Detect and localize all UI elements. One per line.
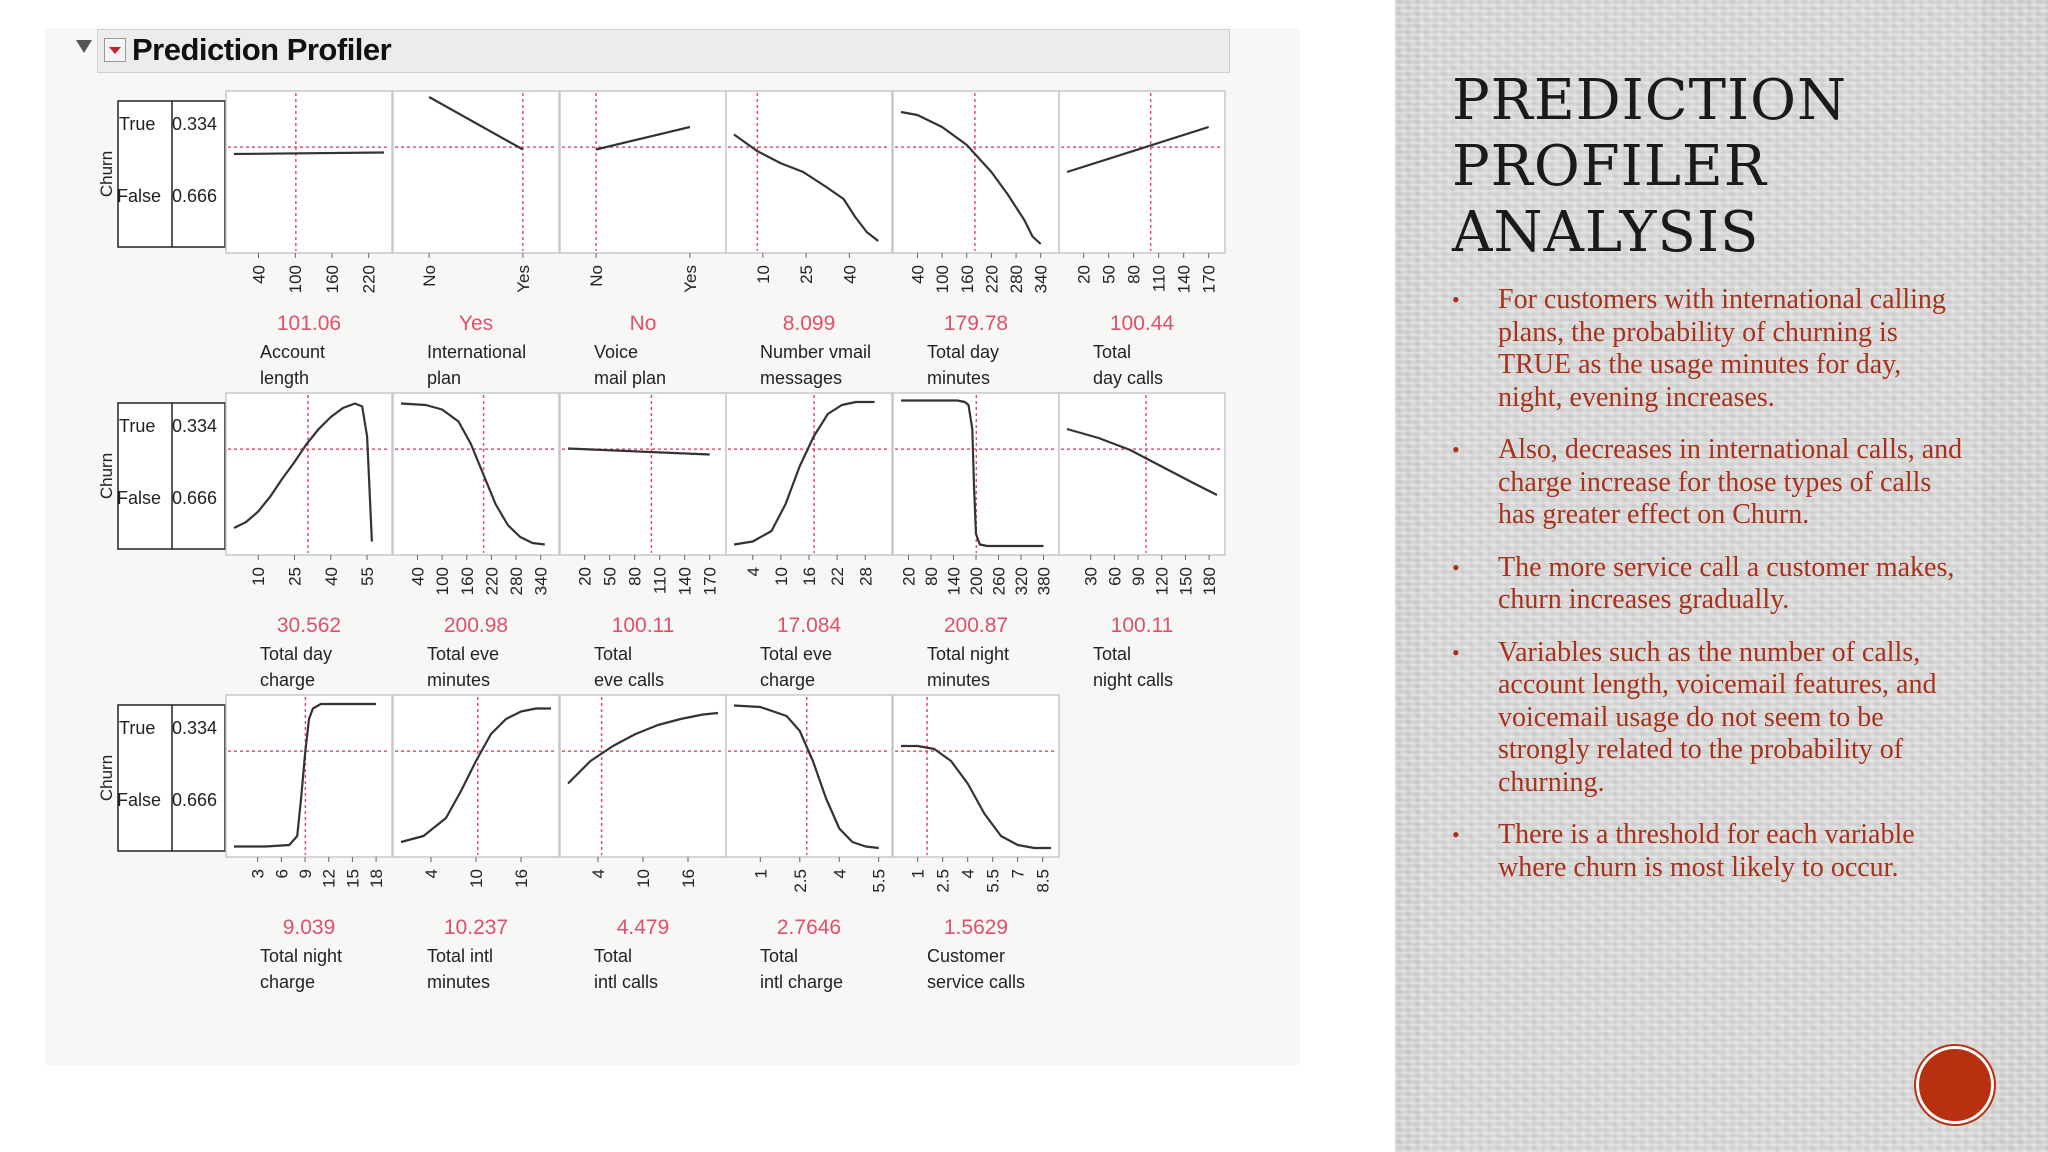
slide-title: PREDICTION PROFILER ANALYSIS [1452, 68, 1847, 265]
profile-plot-frame [560, 695, 726, 857]
level-label-false: False [117, 186, 162, 206]
profile-plot-frame [1059, 91, 1225, 253]
x-tick-label: 380 [1034, 567, 1054, 596]
x-tick-label: 4 [743, 567, 763, 577]
variable-name-line1: Total [594, 644, 633, 664]
current-value-label: Yes [458, 312, 494, 335]
level-label-false: False [117, 790, 162, 810]
x-tick-label: 25 [285, 567, 305, 586]
current-value-label: 100.11 [1110, 614, 1174, 637]
profile-plot-frame [393, 393, 559, 555]
x-tick-label: 80 [1124, 265, 1144, 284]
x-tick-label: No [420, 265, 440, 287]
x-tick-label: 6 [272, 869, 292, 879]
current-value-label: 100.11 [611, 614, 675, 637]
bullet-text: Also, decreases in international calls, and charge increase for those types of calls has greater effect on Churn. [1498, 434, 1963, 530]
bullet-item [1452, 284, 1972, 414]
level-value-false: 0.666 [172, 488, 218, 508]
variable-name-line1: Total eve [427, 644, 500, 664]
current-value-label: 101.06 [276, 312, 342, 335]
x-tick-label: 170 [1199, 265, 1219, 294]
variable-name-line2: day calls [1093, 368, 1164, 388]
variable-name-line1: International [427, 342, 527, 362]
variable-name-line2: charge [760, 670, 816, 690]
x-tick-label: 170 [700, 567, 720, 596]
x-tick-label: Yes [513, 265, 533, 293]
bullet-text: For customers with international calling plans, the probability of churning is TRUE as the usage minutes for day, night, evening increases. [1498, 284, 1946, 413]
x-tick-label: 4 [422, 869, 441, 879]
profile-plot-frame [560, 91, 726, 253]
level-label-true: True [119, 114, 156, 134]
x-tick-label: 10 [634, 869, 653, 888]
level-value-true: 0.334 [172, 114, 218, 134]
x-tick-label: 30 [1081, 567, 1101, 586]
variable-name-line2: plan [427, 368, 462, 388]
variable-name-line2: night calls [1093, 670, 1174, 690]
level-label-false: False [117, 488, 162, 508]
x-tick-label: 5.5 [983, 869, 1003, 893]
variable-name-line1: Total [1093, 644, 1132, 664]
bullet-dot-icon: • [1452, 822, 1460, 847]
x-tick-label: 100 [286, 265, 306, 294]
x-tick-label: 150 [1176, 567, 1196, 596]
x-tick-label: 7 [1008, 869, 1028, 879]
x-tick-label: 200 [967, 567, 986, 596]
profiler-title: Prediction Profiler [132, 32, 392, 67]
level-value-false: 0.666 [172, 790, 218, 810]
x-tick-label: 60 [1105, 567, 1125, 586]
variable-name-line1: Customer [927, 946, 1006, 966]
x-tick-label: 340 [531, 567, 551, 596]
x-tick-label: 160 [322, 265, 342, 294]
current-value-label: 10.237 [443, 916, 509, 939]
x-tick-label: 220 [982, 264, 1002, 294]
x-tick-label: 220 [359, 265, 379, 294]
x-tick-label: 340 [1031, 265, 1051, 294]
x-tick-label: 80 [922, 567, 941, 586]
current-value-label: 200.98 [443, 614, 509, 637]
y-axis-label: Churn [97, 452, 116, 500]
bullet-list [1452, 284, 1972, 904]
variable-name-line2: minutes [427, 670, 491, 690]
x-tick-label: 110 [650, 567, 670, 595]
x-tick-label: 9 [296, 869, 316, 879]
profile-plot-frame [726, 91, 892, 253]
x-tick-label: 18 [367, 869, 387, 888]
x-tick-label: 16 [679, 869, 698, 888]
variable-name-line1: Number vmail [760, 342, 872, 362]
profile-plot-frame [726, 393, 892, 555]
bullet-text: There is a threshold for each variable where churn is most likely to occur. [1498, 819, 1915, 883]
profile-plot-frame [726, 695, 892, 857]
y-axis-label: Churn [97, 754, 116, 802]
variable-name-line2: messages [760, 368, 843, 388]
x-tick-label: 5.5 [869, 869, 889, 893]
current-value-label: 1.5629 [943, 916, 1009, 939]
x-tick-label: 55 [358, 567, 378, 586]
profile-plot-frame [226, 393, 392, 555]
variable-name-line1: Total day [260, 644, 333, 664]
bullet-dot-icon: • [1452, 554, 1460, 580]
x-tick-label: 12 [319, 869, 339, 888]
x-tick-label: 40 [840, 265, 860, 284]
profile-plot-frame [226, 91, 392, 253]
x-tick-label: 10 [753, 265, 773, 284]
variable-name-line1: Total intl [427, 946, 494, 966]
variable-name-line1: Total day [927, 342, 1000, 362]
variable-name-line1: Total night [260, 946, 343, 966]
x-tick-label: 50 [1099, 265, 1119, 284]
x-tick-label: 180 [1200, 567, 1220, 596]
variable-name-line2: minutes [427, 972, 491, 992]
level-label-true: True [119, 718, 156, 738]
x-tick-label: 10 [467, 869, 486, 888]
bullet-dot-icon: • [1452, 287, 1460, 312]
variable-name-line2: minutes [927, 368, 991, 388]
x-tick-label: 40 [908, 265, 928, 284]
variable-name-line2: minutes [927, 670, 991, 690]
variable-name-line2: charge [260, 972, 316, 992]
x-tick-label: 40 [249, 265, 269, 284]
x-tick-label: 160 [957, 265, 977, 294]
x-tick-label: 16 [512, 869, 531, 888]
current-value-label: 8.099 [782, 312, 836, 335]
x-tick-label: 140 [675, 567, 695, 596]
x-tick-label: 22 [828, 567, 848, 586]
level-value-false: 0.666 [172, 186, 218, 206]
x-tick-label: 4 [830, 869, 850, 879]
x-tick-label: 28 [856, 567, 876, 586]
variable-name-line2: intl charge [760, 972, 844, 992]
variable-name-line2: mail plan [594, 368, 667, 388]
current-value-label: 4.479 [616, 916, 670, 939]
current-value-label: 179.78 [943, 312, 1009, 335]
x-tick-label: 4 [589, 869, 608, 879]
x-tick-label: 140 [1174, 265, 1194, 294]
x-tick-label: 90 [1129, 567, 1149, 586]
current-value-label: 100.44 [1109, 312, 1175, 335]
profile-plot-frame [393, 695, 559, 857]
bullet-item [1452, 434, 1972, 532]
x-tick-label: 20 [575, 567, 595, 586]
variable-name-line1: Total [1093, 342, 1132, 362]
profile-plot-frame [893, 695, 1059, 857]
x-tick-label: 260 [989, 567, 1009, 596]
x-tick-label: 3 [248, 869, 268, 879]
x-tick-label: 1 [751, 869, 771, 879]
x-tick-label: 320 [1012, 567, 1031, 596]
x-tick-label: 40 [321, 567, 341, 586]
profile-plot-frame [393, 91, 559, 253]
x-tick-label: 80 [625, 567, 645, 586]
x-tick-label: 110 [1149, 265, 1169, 293]
variable-name-line1: Total [594, 946, 633, 966]
y-axis-label: Churn [97, 150, 116, 198]
variable-name-line2: service calls [927, 972, 1026, 992]
current-value-label: 200.87 [943, 614, 1009, 637]
variable-name-line1: Total night [927, 644, 1010, 664]
nav-circle-button[interactable] [1916, 1046, 1994, 1124]
bullet-item [1452, 552, 1972, 617]
profile-curve [234, 153, 384, 155]
variable-name-line2: intl calls [594, 972, 659, 992]
current-value-label: 30.562 [276, 614, 342, 637]
variable-name-line2: length [260, 368, 310, 388]
variable-name-line1: Voice [594, 342, 639, 362]
x-tick-label: 4 [958, 869, 978, 879]
variable-name-line2: eve calls [594, 670, 665, 690]
x-tick-label: 15 [343, 869, 363, 888]
x-tick-label: 20 [1074, 265, 1094, 284]
bullet-dot-icon: • [1452, 639, 1460, 665]
variable-name-line1: Total eve [760, 644, 833, 664]
x-tick-label: 25 [797, 265, 817, 284]
x-tick-label: 280 [507, 567, 527, 596]
variable-name-line2: charge [260, 670, 316, 690]
level-label-true: True [119, 416, 156, 436]
current-value-label: 9.039 [282, 916, 336, 939]
level-value-true: 0.334 [172, 718, 218, 738]
profile-plot-frame [560, 393, 726, 555]
x-tick-label: 140 [944, 567, 964, 596]
x-tick-label: 120 [1152, 567, 1172, 596]
x-tick-label: No [587, 265, 607, 287]
profile-plot-frame [1059, 393, 1225, 555]
x-tick-label: 8.5 [1033, 869, 1053, 893]
x-tick-label: 220 [482, 567, 502, 596]
bullet-text: Variables such as the number of calls, account length, voicemail features, and voicemail usage do not seem to be strongly related to the probability of churning. [1498, 636, 1937, 798]
x-tick-label: 16 [800, 567, 819, 586]
current-value-label: No [629, 312, 657, 335]
x-tick-label: 10 [771, 567, 791, 586]
variable-name-line1: Account [260, 342, 326, 362]
x-tick-label: 10 [249, 567, 269, 586]
current-value-label: 2.7646 [776, 916, 842, 939]
bullet-dot-icon: • [1452, 437, 1460, 462]
bullet-text: The more service call a customer makes, churn increases gradually. [1498, 551, 1955, 615]
bullet-item [1452, 819, 1972, 884]
x-tick-label: 40 [408, 567, 428, 586]
variable-name-line1: Total [760, 946, 799, 966]
x-tick-label: 160 [457, 567, 477, 596]
x-tick-label: 280 [1007, 265, 1027, 294]
current-value-label: 17.084 [776, 614, 842, 637]
bullet-item [1452, 637, 1972, 800]
level-value-true: 0.334 [172, 416, 218, 436]
x-tick-label: 100 [433, 567, 453, 596]
x-tick-label: Yes [680, 265, 700, 293]
x-tick-label: 2.5 [933, 869, 953, 893]
x-tick-label: 2.5 [790, 869, 810, 893]
x-tick-label: 50 [600, 567, 620, 586]
x-tick-label: 100 [933, 265, 953, 294]
x-tick-label: 1 [908, 869, 928, 879]
x-tick-label: 20 [899, 567, 919, 586]
